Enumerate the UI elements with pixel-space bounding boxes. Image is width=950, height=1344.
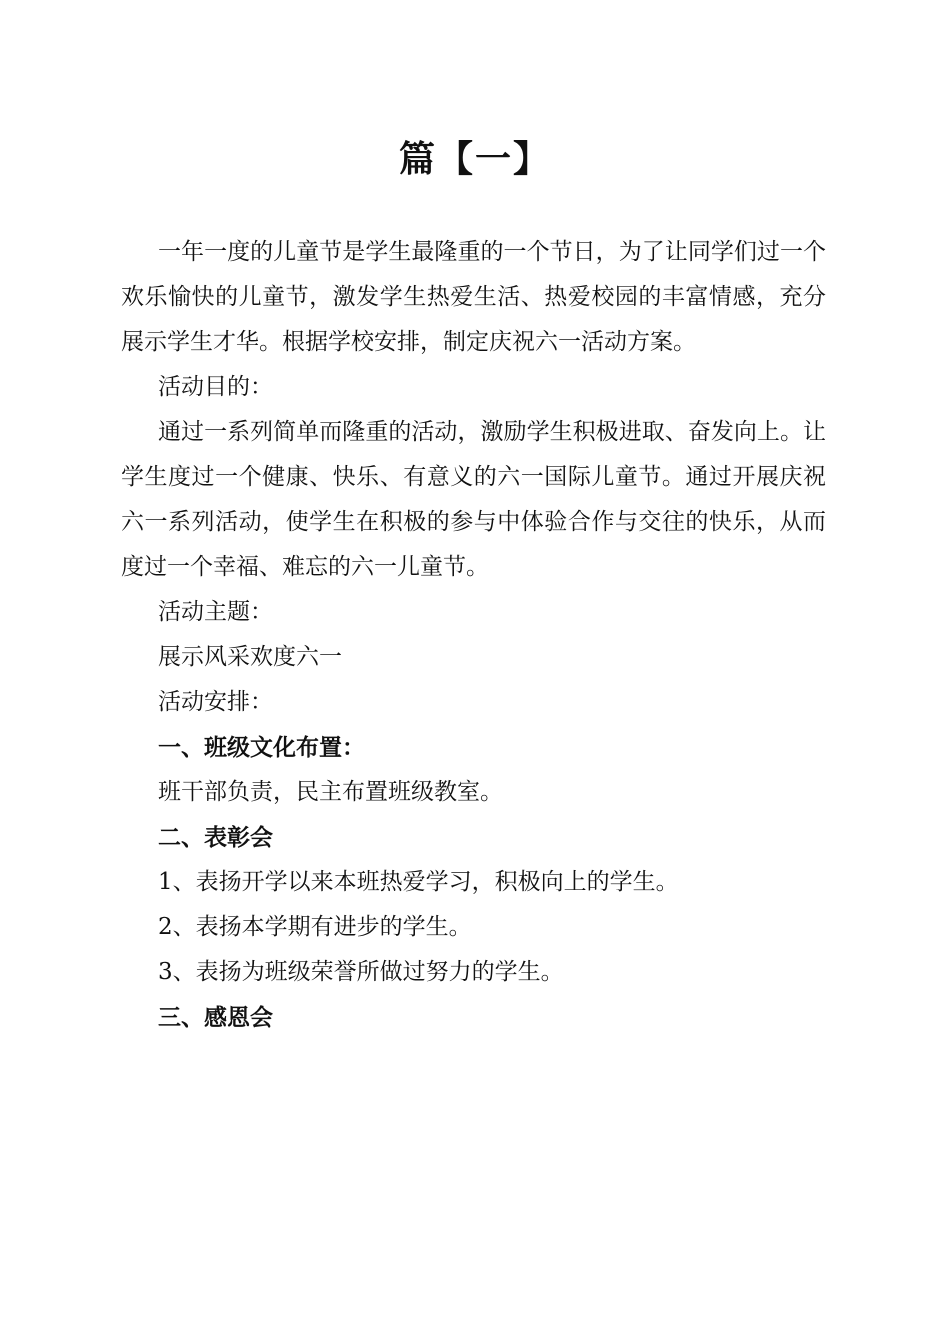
- heading-commendation: 二、表彰会: [158, 824, 273, 851]
- list-item: 3、表扬为班级荣誉所做过努力的学生。: [158, 959, 564, 985]
- list-item: 2、表扬本学期有进步的学生。: [158, 914, 472, 940]
- page-title: 篇【一】: [398, 138, 551, 180]
- heading-gratitude: 三、感恩会: [158, 1004, 273, 1031]
- theme-text: 展示风采欢度六一: [158, 644, 342, 670]
- section-label-arrangement: 活动安排：: [158, 689, 273, 715]
- section-label-purpose: 活动目的：: [158, 374, 273, 400]
- list-item: 1、表扬开学以来本班热爱学习，积极向上的学生。: [158, 869, 679, 895]
- intro-paragraph: 一年一度的儿童节是学生最隆重的一个节日，为了让同学们过一个欢乐愉快的儿童节，激发学生热爱生活、热爱校园的丰富情感，充分展示学生才华。根据学校安排，制定庆祝六一活动方案。: [121, 239, 826, 355]
- purpose-paragraph: 通过一系列简单而隆重的活动，激励学生积极进取、奋发向上。让学生度过一个健康、快乐、有意义的六一国际儿童节。通过开展庆祝六一系列活动，使学生在积极的参与中体验合作与交往的快乐，从而度过一个幸福、难忘的六一儿童节。: [121, 419, 826, 580]
- heading-class-decoration: 一、班级文化布置：: [158, 734, 365, 761]
- section-label-theme: 活动主题：: [158, 599, 273, 625]
- document-body: [121, 230, 826, 1040]
- class-decoration-text: 班干部负责，民主布置班级教室。: [158, 779, 503, 805]
